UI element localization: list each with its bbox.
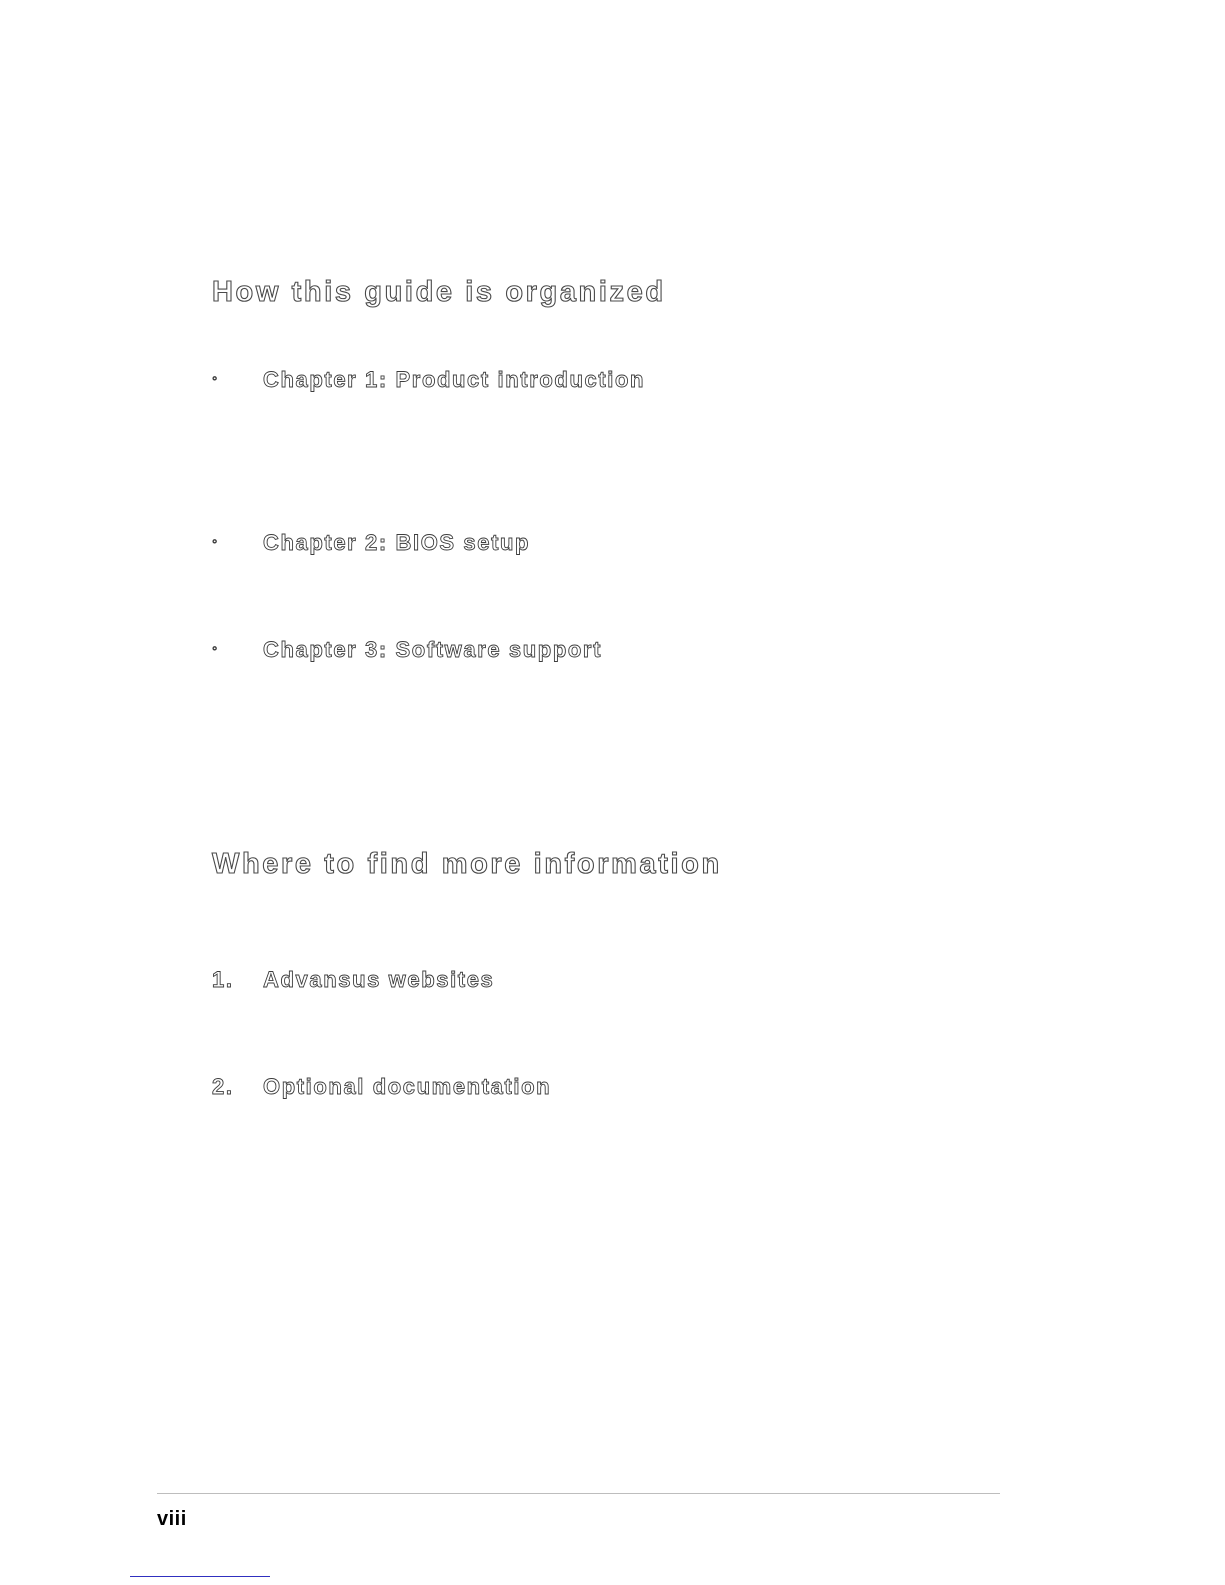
chapter-title: Chapter 1: Product introduction bbox=[263, 367, 646, 392]
page-number: viii bbox=[157, 1508, 187, 1530]
bottom-edge-rule bbox=[130, 1576, 270, 1577]
section-heading-more-information: Where to find more information bbox=[212, 848, 722, 880]
chapter-title: Chapter 3: Software support bbox=[263, 637, 603, 662]
bullet-icon: ◦ bbox=[212, 640, 219, 657]
list-number: 1. bbox=[212, 967, 234, 992]
section-heading-guide-organization: How this guide is organized bbox=[212, 276, 666, 308]
resource-title: Optional documentation bbox=[263, 1074, 552, 1099]
chapter-title: Chapter 2: BIOS setup bbox=[263, 530, 531, 555]
bullet-icon: ◦ bbox=[212, 533, 219, 550]
resource-title: Advansus websites bbox=[263, 967, 495, 992]
footer-divider bbox=[157, 1493, 1000, 1494]
bullet-icon: ◦ bbox=[212, 370, 219, 387]
list-number: 2. bbox=[212, 1074, 234, 1099]
